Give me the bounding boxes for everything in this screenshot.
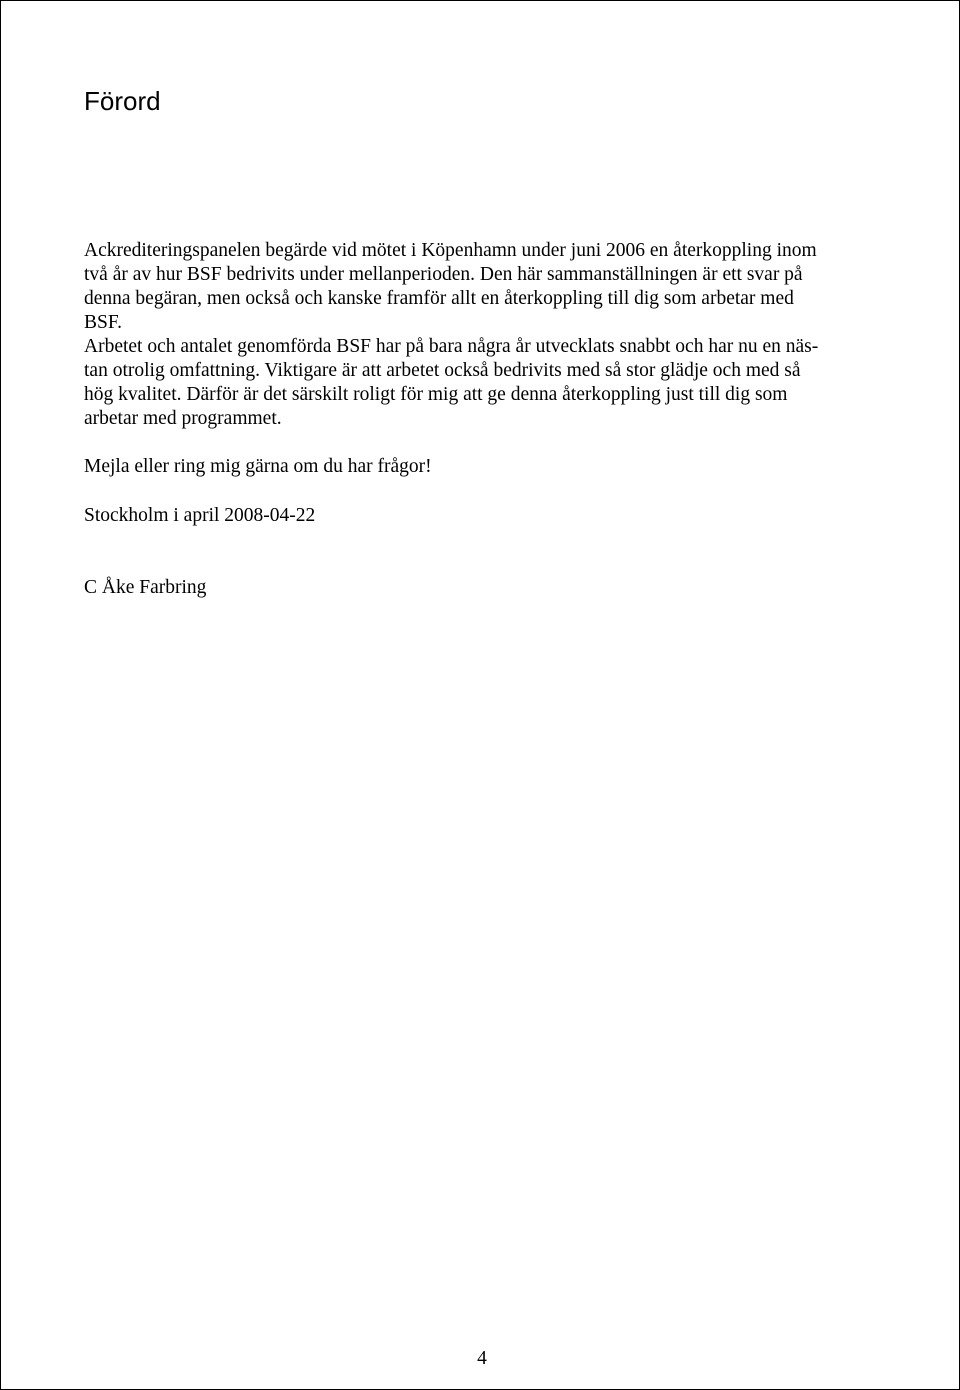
paragraph-line: BSF. <box>84 312 123 333</box>
paragraph-development <box>84 335 884 431</box>
paragraph-line: två år av hur BSF bedrivits under mellanperioden. Den här sammanställningen är ett svar på <box>84 264 803 285</box>
paragraph-background <box>84 239 884 335</box>
paragraph-line: Arbetet och antalet genomförda BSF har på bara några år utvecklats snabbt och har nu en näs- <box>84 336 819 357</box>
paragraph-line: denna begäran, men också och kanske framför allt en återkoppling till dig som arbetar med <box>84 288 794 309</box>
paragraph-line: hög kvalitet. Därför är det särskilt roligt för mig att ge denna återkoppling just till dig som <box>84 384 788 405</box>
paragraph-line: Ackrediteringspanelen begärde vid mötet i Köpenhamn under juni 2006 en återkoppling inom <box>84 240 817 261</box>
place-date: Stockholm i april 2008-04-22 <box>84 505 316 526</box>
page-number: 4 <box>477 1348 487 1369</box>
paragraph-line: arbetar med programmet. <box>84 408 282 429</box>
contact-line: Mejla eller ring mig gärna om du har frågor! <box>84 456 432 477</box>
paragraph-line: tan otrolig omfattning. Viktigare är att arbetet också bedrivits med så stor glädje och med så <box>84 360 801 381</box>
signature: C Åke Farbring <box>84 577 207 598</box>
page-title: Förord <box>84 86 161 116</box>
